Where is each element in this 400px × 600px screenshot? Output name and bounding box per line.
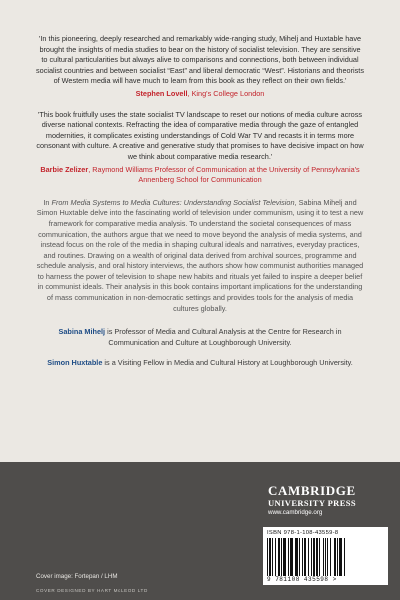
cover-design-credit: COVER DESIGNED BY HART McLEOD LTD — [36, 588, 148, 593]
endorser-name: Barbie Zelizer — [40, 164, 89, 174]
book-description: In From Media Systems to Media Cultures: Understanding Socialist Television, Sabina Mihelj and Simon Huxtable delve into the fascinating world of television under communism, using it to test a new framework for comparative media analysis. To understand the societal consequences of mass communication, the authors argue that we need to move beyond the analysis of media systems, and instead focus on the role of the media in shaping cultural ideals and narratives, everyday practices, and routines. Drawing on a wealth of original data derived from archival sources, programme and schedule analysis, and oral history interviews, the authors show how communist authorities managed to harness the power of television to shape new habits and rituals yet failed to inspire a deeper belief in communist ideals. Their analysis in this book contains important implications for the understanding of mass communication in non-democratic settings and provides tools for the analysis of media cultures globally. — [36, 197, 364, 313]
endorser-affiliation: , King's College London — [187, 88, 265, 98]
publisher-url: www.cambridge.org — [268, 509, 323, 516]
barcode-bars — [267, 538, 384, 576]
publisher-name: CAMBRIDGE — [268, 483, 356, 498]
author-name: Sabina Mihelj — [58, 327, 106, 337]
book-title: From Media Systems to Media Cultures: Understanding Socialist Television — [51, 197, 295, 207]
endorsement-quote-1: 'In this pioneering, deeply researched and remarkably wide-ranging study, Mihelj and Huxtable have brought the insights of media studies to bear on the history of socialist television. They are sensitive to cultural particularities but always alive to comparisons and connections, both between individual socialist countries and between socialist “East” and liberal democratic “West”. Historians and theorists of Western media will have much to learn from this book as they reflect on their own fields.' — [36, 34, 364, 86]
publisher-logo — [268, 484, 388, 517]
barcode-digits: 9 781108 435598 > — [267, 576, 337, 583]
publisher-subname: UNIVERSITY PRESS — [268, 498, 357, 508]
endorsement-attribution-1 — [36, 89, 364, 100]
isbn-text: ISBN 978-1-108-43559-8 — [267, 530, 339, 536]
author-bio-1: Sabina Mihelj is Professor of Media and Cultural Analysis at the Centre for Research in Communication and Culture at Loughborough University. — [58, 327, 342, 347]
endorser-affiliation: , Raymond Williams Professor of Communication at the University of Pennsylvania's Annenberg School for Communication — [88, 164, 360, 185]
author-bio-2: Simon Huxtable is a Visiting Fellow in Media and Cultural History at Loughborough University. — [47, 358, 353, 368]
author-name: Simon Huxtable — [47, 358, 103, 368]
barcode-bar — [345, 538, 346, 576]
cover-image-credit: Cover image: Fortepan / LHM — [36, 573, 118, 580]
endorser-name: Stephen Lovell — [135, 88, 188, 98]
endorsement-quote-2: 'This book fruitfully uses the state socialist TV landscape to reset our notions of media culture across diverse national contexts. Refracting the idea of comparative media through the gaze of entangled modernities, it complicates existing understandings of Cold War TV and recasts it in terms more consonant with culture. A creative and generative study that promises to have decisive impact on how we think about comparative media research.' — [36, 109, 364, 161]
endorsement-attribution-2 — [36, 165, 364, 186]
isbn-barcode — [263, 527, 388, 585]
